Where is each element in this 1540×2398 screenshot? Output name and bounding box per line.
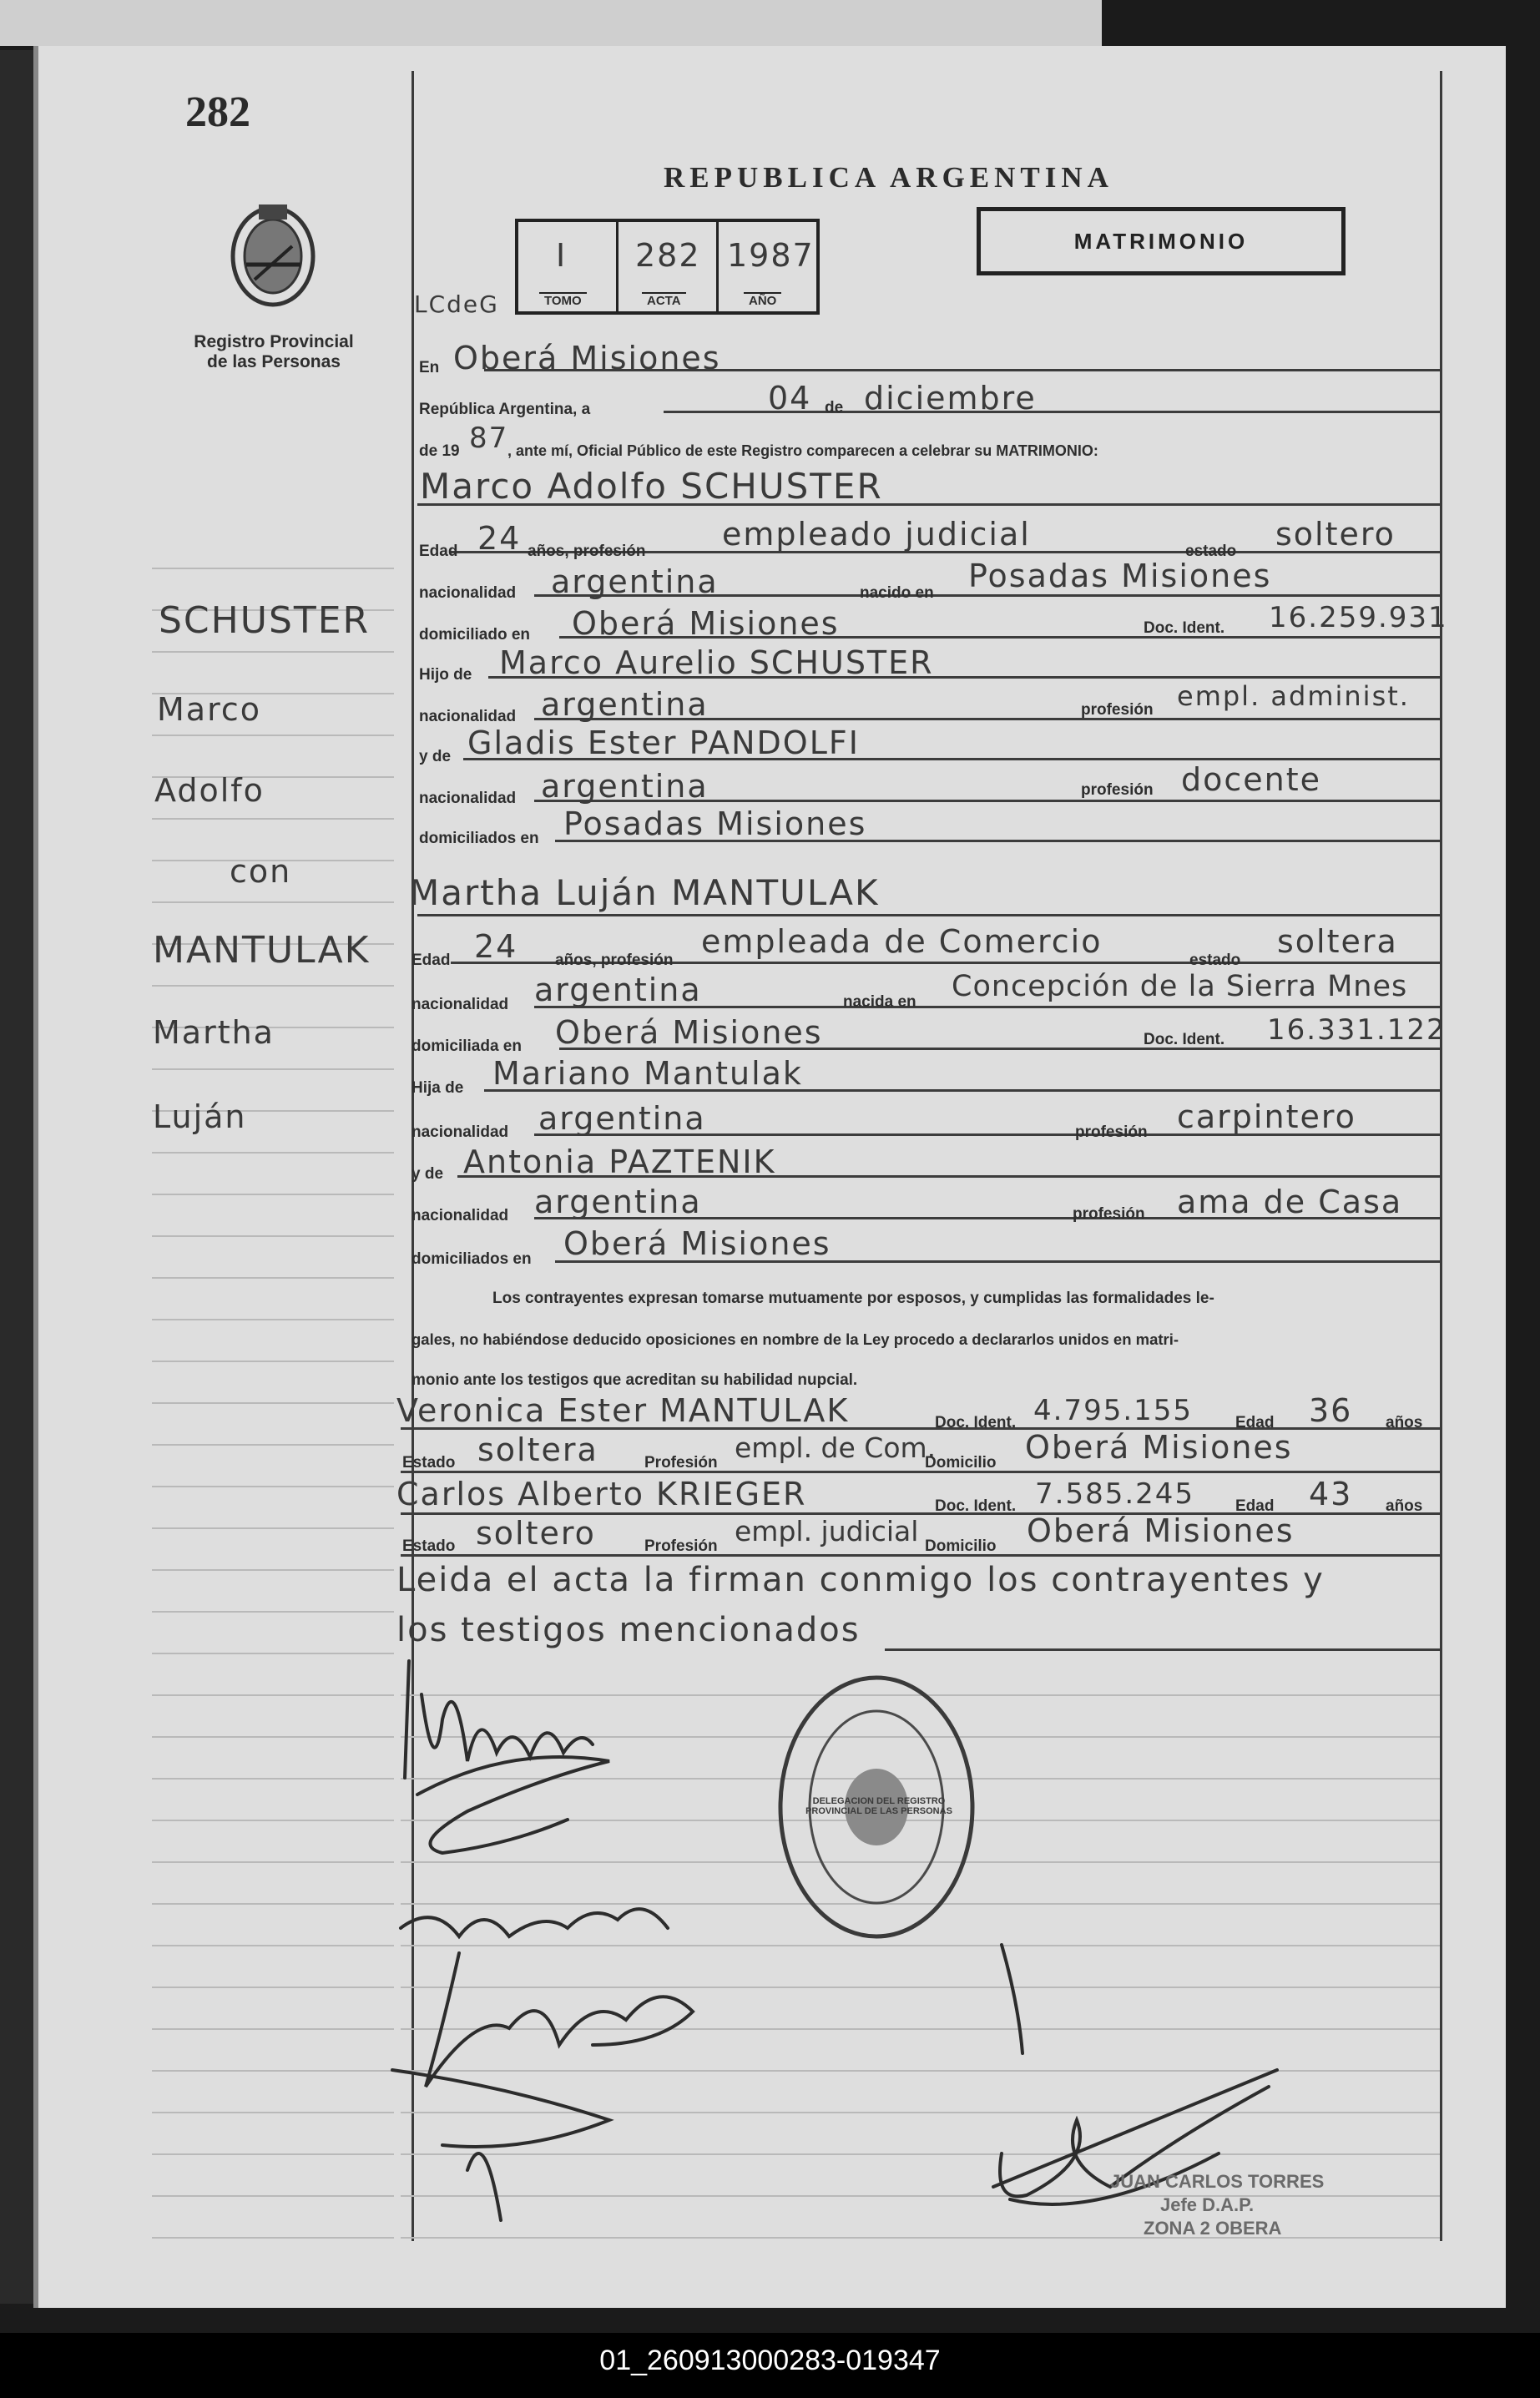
closing-line-2: los testigos mencionados [396, 1611, 861, 1649]
top-edge [0, 0, 1102, 46]
sidebar-rule [152, 901, 394, 903]
witness-signature-2 [392, 2070, 609, 2220]
sidebar-rule [152, 985, 394, 987]
tomo-cell [518, 222, 619, 311]
groom-nacido-label: nacido en [860, 584, 934, 602]
witness2-edad: 43 [1309, 1476, 1353, 1512]
sidebar-surname-bride: MANTULAK [153, 929, 371, 972]
line-closing [885, 1648, 1440, 1651]
witness1-domicilio: Oberá Misiones [1025, 1429, 1293, 1466]
sidebar-rule [152, 1068, 394, 1070]
groom-doc-label: Doc. Ident. [1144, 619, 1225, 637]
witness2-prof-label: Profesión [644, 1537, 718, 1555]
bride-mother: Antonia PAZTENIK [463, 1143, 776, 1180]
sidebar-rule [152, 1152, 394, 1154]
sidebar-rule [152, 568, 394, 569]
sidebar-rule [152, 1611, 394, 1613]
groom-dom-label: domiciliado en [419, 626, 531, 644]
ano-cell [719, 222, 816, 311]
line-witness2-details [401, 1554, 1440, 1557]
bride-signature [401, 1909, 668, 1936]
witness2-doc-label: Doc. Ident. [935, 1497, 1017, 1515]
sidebar-con: con [230, 853, 292, 890]
en-label: En [419, 359, 440, 376]
witness1-dom-label: Domicilio [925, 1454, 997, 1472]
coat-of-arms-icon [225, 196, 321, 313]
groom-nacionalidad: argentina [551, 563, 719, 600]
bride-domicilio: Oberá Misiones [555, 1014, 823, 1051]
bride-estado-label: estado [1189, 952, 1241, 969]
witness2-dom-label: Domicilio [925, 1537, 997, 1555]
groom-estado: soltero [1275, 516, 1396, 553]
groom-signature [405, 1661, 593, 1778]
bride-profesion: empleada de Comercio [701, 923, 1103, 960]
officer-tick [1002, 1945, 1022, 2053]
year-prefix: de 19 [419, 442, 460, 460]
groom-hijo-label: Hijo de [419, 666, 472, 684]
acta-cell [619, 222, 719, 311]
groom-domicilio: Oberá Misiones [572, 605, 840, 642]
groom-father: Marco Aurelio SCHUSTER [499, 644, 934, 681]
groom-doms-label: domiciliados en [419, 830, 539, 847]
officer-stamp [1110, 2170, 1324, 2240]
groom-parents-dom: Posadas Misiones [563, 805, 867, 842]
witness2-edad-label: Edad [1235, 1497, 1275, 1515]
groom-father-prof: empl. administ. [1177, 680, 1410, 712]
sidebar-rule [152, 1361, 394, 1362]
republic-label: República Argentina, a [419, 401, 591, 418]
sidebar-rule [152, 1444, 394, 1446]
line-witness1-details [401, 1471, 1440, 1473]
tomo-acta-box [515, 219, 820, 315]
bride-father-prof: carpintero [1177, 1098, 1356, 1135]
bride-father-prof-label: profesión [1075, 1123, 1148, 1141]
groom-edad: 24 [477, 520, 522, 557]
seal-text: DELEGACION DEL REGISTRO PROVINCIAL DE LAS PERSONAS [805, 1796, 952, 1816]
sidebar-rule [152, 735, 394, 736]
witness2-domicilio: Oberá Misiones [1027, 1512, 1295, 1549]
groom-mother-prof-label: profesión [1081, 781, 1154, 799]
witness1-profesion: empl. de Com. [735, 1431, 937, 1464]
country-title: REPUBLICA ARGENTINA [664, 161, 1113, 194]
witness1-edad-label: Edad [1235, 1414, 1275, 1431]
groom-mother: Gladis Ester PANDOLFI [467, 724, 860, 761]
margin-code: LCdeG [414, 290, 499, 318]
marriage-place: Oberá Misiones [453, 340, 721, 376]
declaration-line-2: gales, no habiéndose deducido oposiciones en nombre de la Ley procedo a declararlos unidos en matri- [412, 1330, 1179, 1348]
officer-title: Jefe D.A.P. [1160, 2194, 1255, 2215]
groom-name: Marco Adolfo SCHUSTER [420, 466, 883, 507]
witness2-name: Carlos Alberto KRIEGER [396, 1476, 807, 1512]
groom-signature-flourish [417, 1757, 609, 1853]
sidebar-rule [152, 1319, 394, 1320]
sidebar-rule [152, 1402, 394, 1404]
bride-parents-dom: Oberá Misiones [563, 1225, 831, 1262]
bride-doc: 16.331.122 [1267, 1013, 1447, 1047]
record-type-box [977, 207, 1346, 275]
sidebar-rule [152, 1277, 394, 1279]
intro-text: , ante mí, Oficial Público de este Registro comparecen a celebrar su MATRIMONIO: [507, 442, 1098, 459]
bride-nac-label: nacionalidad [412, 996, 509, 1013]
witness1-estado-label: Estado [402, 1454, 456, 1472]
closing-line-1: Leida el acta la firman conmigo los contrayentes y [396, 1561, 1325, 1599]
groom-father-nac: argentina [541, 686, 709, 723]
tomo-label: TOMO [539, 292, 587, 308]
bride-mother-nac-label: nacionalidad [412, 1207, 509, 1224]
groom-nacido-en: Posadas Misiones [968, 558, 1272, 594]
bride-hija-label: Hija de [412, 1079, 464, 1097]
witness1-edad: 36 [1309, 1392, 1353, 1429]
bride-doms-label: domiciliados en [412, 1250, 532, 1268]
sidebar-surname-groom: SCHUSTER [159, 599, 371, 642]
groom-doc: 16.259.931 [1269, 601, 1448, 634]
acta-label: ACTA [642, 292, 686, 308]
groom-estado-label: estado [1185, 543, 1237, 560]
groom-mother-prof: docente [1181, 761, 1322, 798]
bride-mother-prof: ama de Casa [1177, 1184, 1403, 1220]
ano-value: 1987 [727, 237, 815, 274]
witness1-doc-label: Doc. Ident. [935, 1414, 1017, 1431]
bride-nacionalidad: argentina [534, 972, 702, 1008]
bride-father-nac-label: nacionalidad [412, 1123, 509, 1141]
record-type: MATRIMONIO [1073, 228, 1249, 254]
declaration-line-3: monio ante los testigos que acreditan su habilidad nupcial. [412, 1371, 858, 1389]
bride-name: Martha Luján MANTULAK [409, 872, 880, 913]
sidebar-rule [152, 651, 394, 653]
sidebar-groom-first: Marco [157, 691, 262, 728]
bride-edad-label: Edad [412, 952, 451, 969]
acta-value: 282 [635, 237, 701, 274]
bride-mother-nac: argentina [534, 1184, 702, 1220]
groom-mother-nac-label: nacionalidad [419, 790, 517, 807]
page-spine [0, 50, 33, 2304]
officer-zone: ZONA 2 OBERA [1144, 2218, 1282, 2239]
right-column-line [1440, 71, 1442, 2241]
sidebar-rule [152, 818, 394, 820]
bride-edad: 24 [474, 928, 518, 965]
ano-label: AÑO [744, 292, 781, 308]
witness1-prof-label: Profesión [644, 1454, 718, 1472]
witness-signature-1 [426, 1953, 693, 2087]
line-bride-name [417, 914, 1440, 916]
witness2-estado: soltero [476, 1515, 596, 1552]
sidebar-rule [152, 1235, 394, 1237]
groom-profesion: empleado judicial [722, 516, 1031, 553]
groom-yde-label: y de [419, 748, 452, 765]
bride-prof-label: años, profesión [555, 952, 674, 969]
bride-nacida-en: Concepción de la Sierra Mnes [952, 970, 1408, 1003]
sidebar-bride-first: Martha [153, 1014, 275, 1051]
groom-nac-label: nacionalidad [419, 584, 517, 602]
witness1-doc: 4.795.155 [1033, 1394, 1194, 1427]
groom-father-prof-label: profesión [1081, 701, 1154, 719]
groom-father-nac-label: nacionalidad [419, 708, 517, 725]
bride-yde-label: y de [412, 1165, 444, 1183]
marriage-year: 87 [469, 422, 509, 455]
page-number: 282 [185, 88, 250, 136]
footer-id: 01_260913000283-019347 [599, 2345, 941, 2376]
sidebar-rule [152, 1527, 394, 1529]
footer-bar [0, 2333, 1540, 2398]
marriage-month: diciembre [864, 380, 1037, 416]
groom-mother-nac: argentina [541, 768, 709, 805]
witness1-name: Veronica Ester MANTULAK [396, 1392, 850, 1429]
officer-name: JUAN CARLOS TORRES [1110, 2171, 1325, 2192]
tomo-value: I [556, 237, 568, 274]
marriage-day: 04 [768, 380, 812, 416]
groom-edad-label: Edad [419, 543, 458, 560]
witness2-profesion: empl. judicial [735, 1515, 919, 1547]
bride-doc-label: Doc. Ident. [1144, 1031, 1225, 1048]
sidebar-bride-middle: Luján [153, 1098, 247, 1135]
witness1-estado: soltera [477, 1431, 598, 1468]
registry-line-1: Registro Provincial [194, 332, 354, 351]
bride-father-nac: argentina [538, 1100, 706, 1137]
bride-father: Mariano Mantulak [492, 1055, 803, 1092]
bride-estado: soltera [1277, 923, 1398, 960]
sidebar-rule [152, 1569, 394, 1571]
bride-nacida-label: nacida en [843, 993, 916, 1011]
groom-prof-label: años, profesión [528, 543, 646, 560]
sidebar-rule [152, 1486, 394, 1487]
witness1-anos-label: años [1386, 1414, 1423, 1431]
sidebar-rule [152, 1194, 394, 1195]
bride-dom-label: domiciliada en [412, 1037, 522, 1055]
witness2-estado-label: Estado [402, 1537, 456, 1555]
registry-name [190, 332, 357, 372]
sidebar-groom-middle: Adolfo [154, 772, 265, 809]
witness2-anos-label: años [1386, 1497, 1423, 1515]
registry-line-2: de las Personas [207, 352, 341, 371]
witness2-doc: 7.585.245 [1035, 1477, 1195, 1511]
declaration-line-1: Los contrayentes expresan tomarse mutuamente por esposos, y cumplidas las formalidades le- [492, 1290, 1214, 1307]
bride-mother-prof-label: profesión [1073, 1205, 1145, 1223]
de-label: de [825, 399, 844, 416]
